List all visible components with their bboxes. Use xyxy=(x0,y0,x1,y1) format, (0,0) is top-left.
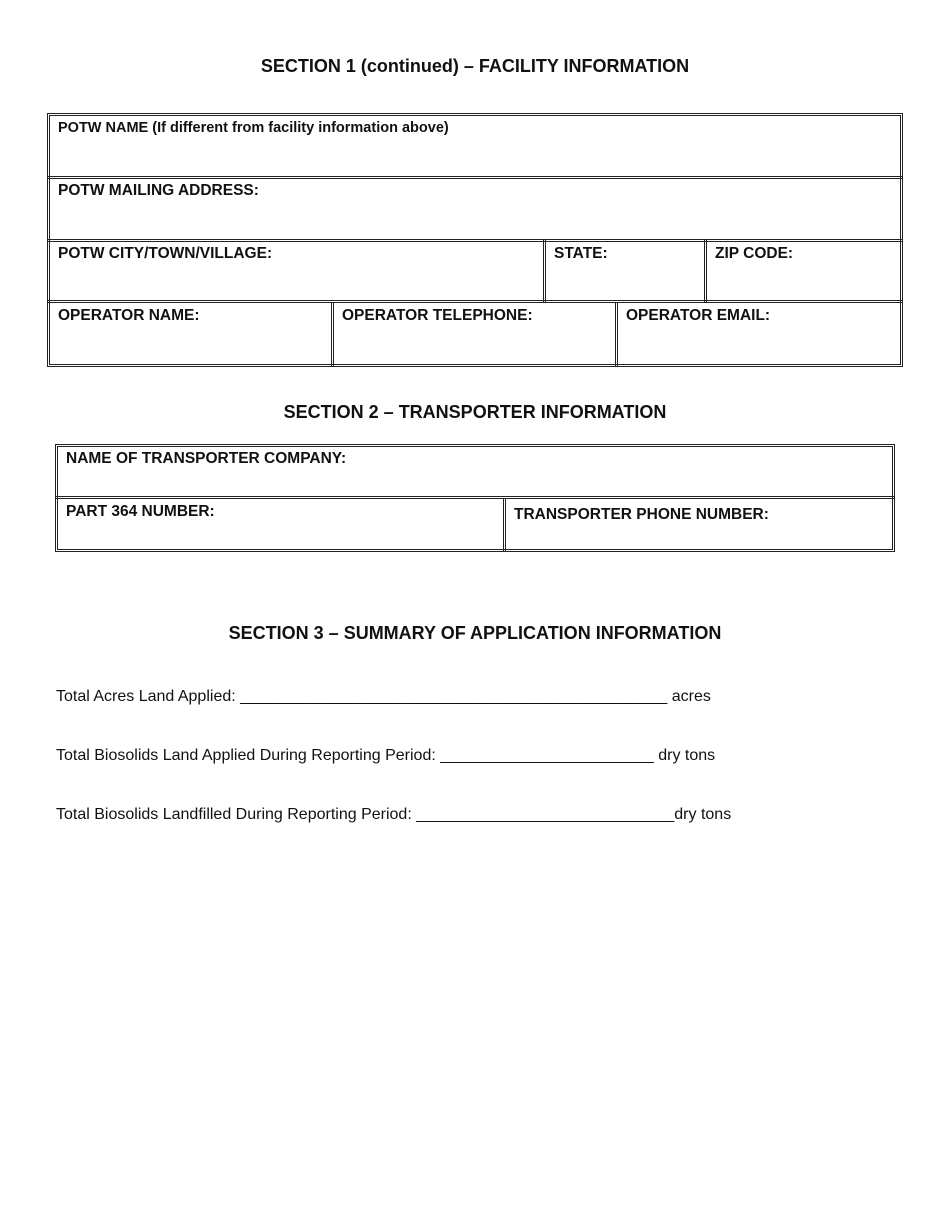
operator-name-label: OPERATOR NAME: xyxy=(58,307,200,324)
operator-telephone-field[interactable] xyxy=(334,301,612,364)
potw-city-field[interactable] xyxy=(50,239,540,300)
total-land-applied-blank[interactable]: ________________________ xyxy=(440,747,654,764)
operator-name-field[interactable] xyxy=(50,301,328,364)
total-land-applied-unit: dry tons xyxy=(653,747,716,764)
total-land-applied-line xyxy=(56,747,715,765)
total-land-applied-label: Total Biosolids Land Applied During Reporting Period: xyxy=(56,747,436,764)
state-field[interactable] xyxy=(546,239,701,300)
operator-email-label: OPERATOR EMAIL: xyxy=(626,307,771,324)
potw-mailing-address-label: POTW MAILING ADDRESS: xyxy=(58,182,259,199)
total-acres-blank[interactable]: ________________________________________________ xyxy=(240,688,668,705)
potw-name-label: POTW NAME (If different from facility information above) xyxy=(58,120,449,136)
total-acres-label: Total Acres Land Applied: xyxy=(56,688,236,705)
zip-code-field[interactable] xyxy=(707,239,900,300)
total-acres-unit: acres xyxy=(667,688,711,705)
section2-title: SECTION 2 – TRANSPORTER INFORMATION xyxy=(283,402,667,422)
transporter-company-label: NAME OF TRANSPORTER COMPANY: xyxy=(66,450,347,467)
potw-mailing-address-field[interactable] xyxy=(50,176,900,238)
total-landfilled-label: Total Biosolids Landfilled During Reporting Period: xyxy=(56,806,412,823)
section3-title: SECTION 3 – SUMMARY OF APPLICATION INFORMATION xyxy=(228,623,722,643)
total-landfilled-blank[interactable]: _____________________________ xyxy=(416,806,675,823)
transporter-phone-field[interactable] xyxy=(506,500,892,549)
transporter-company-field[interactable] xyxy=(58,444,892,496)
section1-title: SECTION 1 (continued) – FACILITY INFORMATION xyxy=(260,56,690,76)
total-landfilled-unit: dry tons xyxy=(674,806,732,823)
total-landfilled-line xyxy=(56,806,731,824)
part364-number-field[interactable] xyxy=(58,497,501,549)
operator-telephone-label: OPERATOR TELEPHONE: xyxy=(342,307,533,324)
potw-city-label: POTW CITY/TOWN/VILLAGE: xyxy=(58,245,273,262)
part364-number-label: PART 364 NUMBER: xyxy=(66,503,215,520)
state-label: STATE: xyxy=(554,245,608,262)
zip-code-label: ZIP CODE: xyxy=(715,245,794,262)
transporter-phone-label: TRANSPORTER PHONE NUMBER: xyxy=(514,506,769,523)
potw-name-field[interactable] xyxy=(50,113,900,175)
operator-email-field[interactable] xyxy=(618,301,900,364)
total-acres-line xyxy=(56,688,711,706)
